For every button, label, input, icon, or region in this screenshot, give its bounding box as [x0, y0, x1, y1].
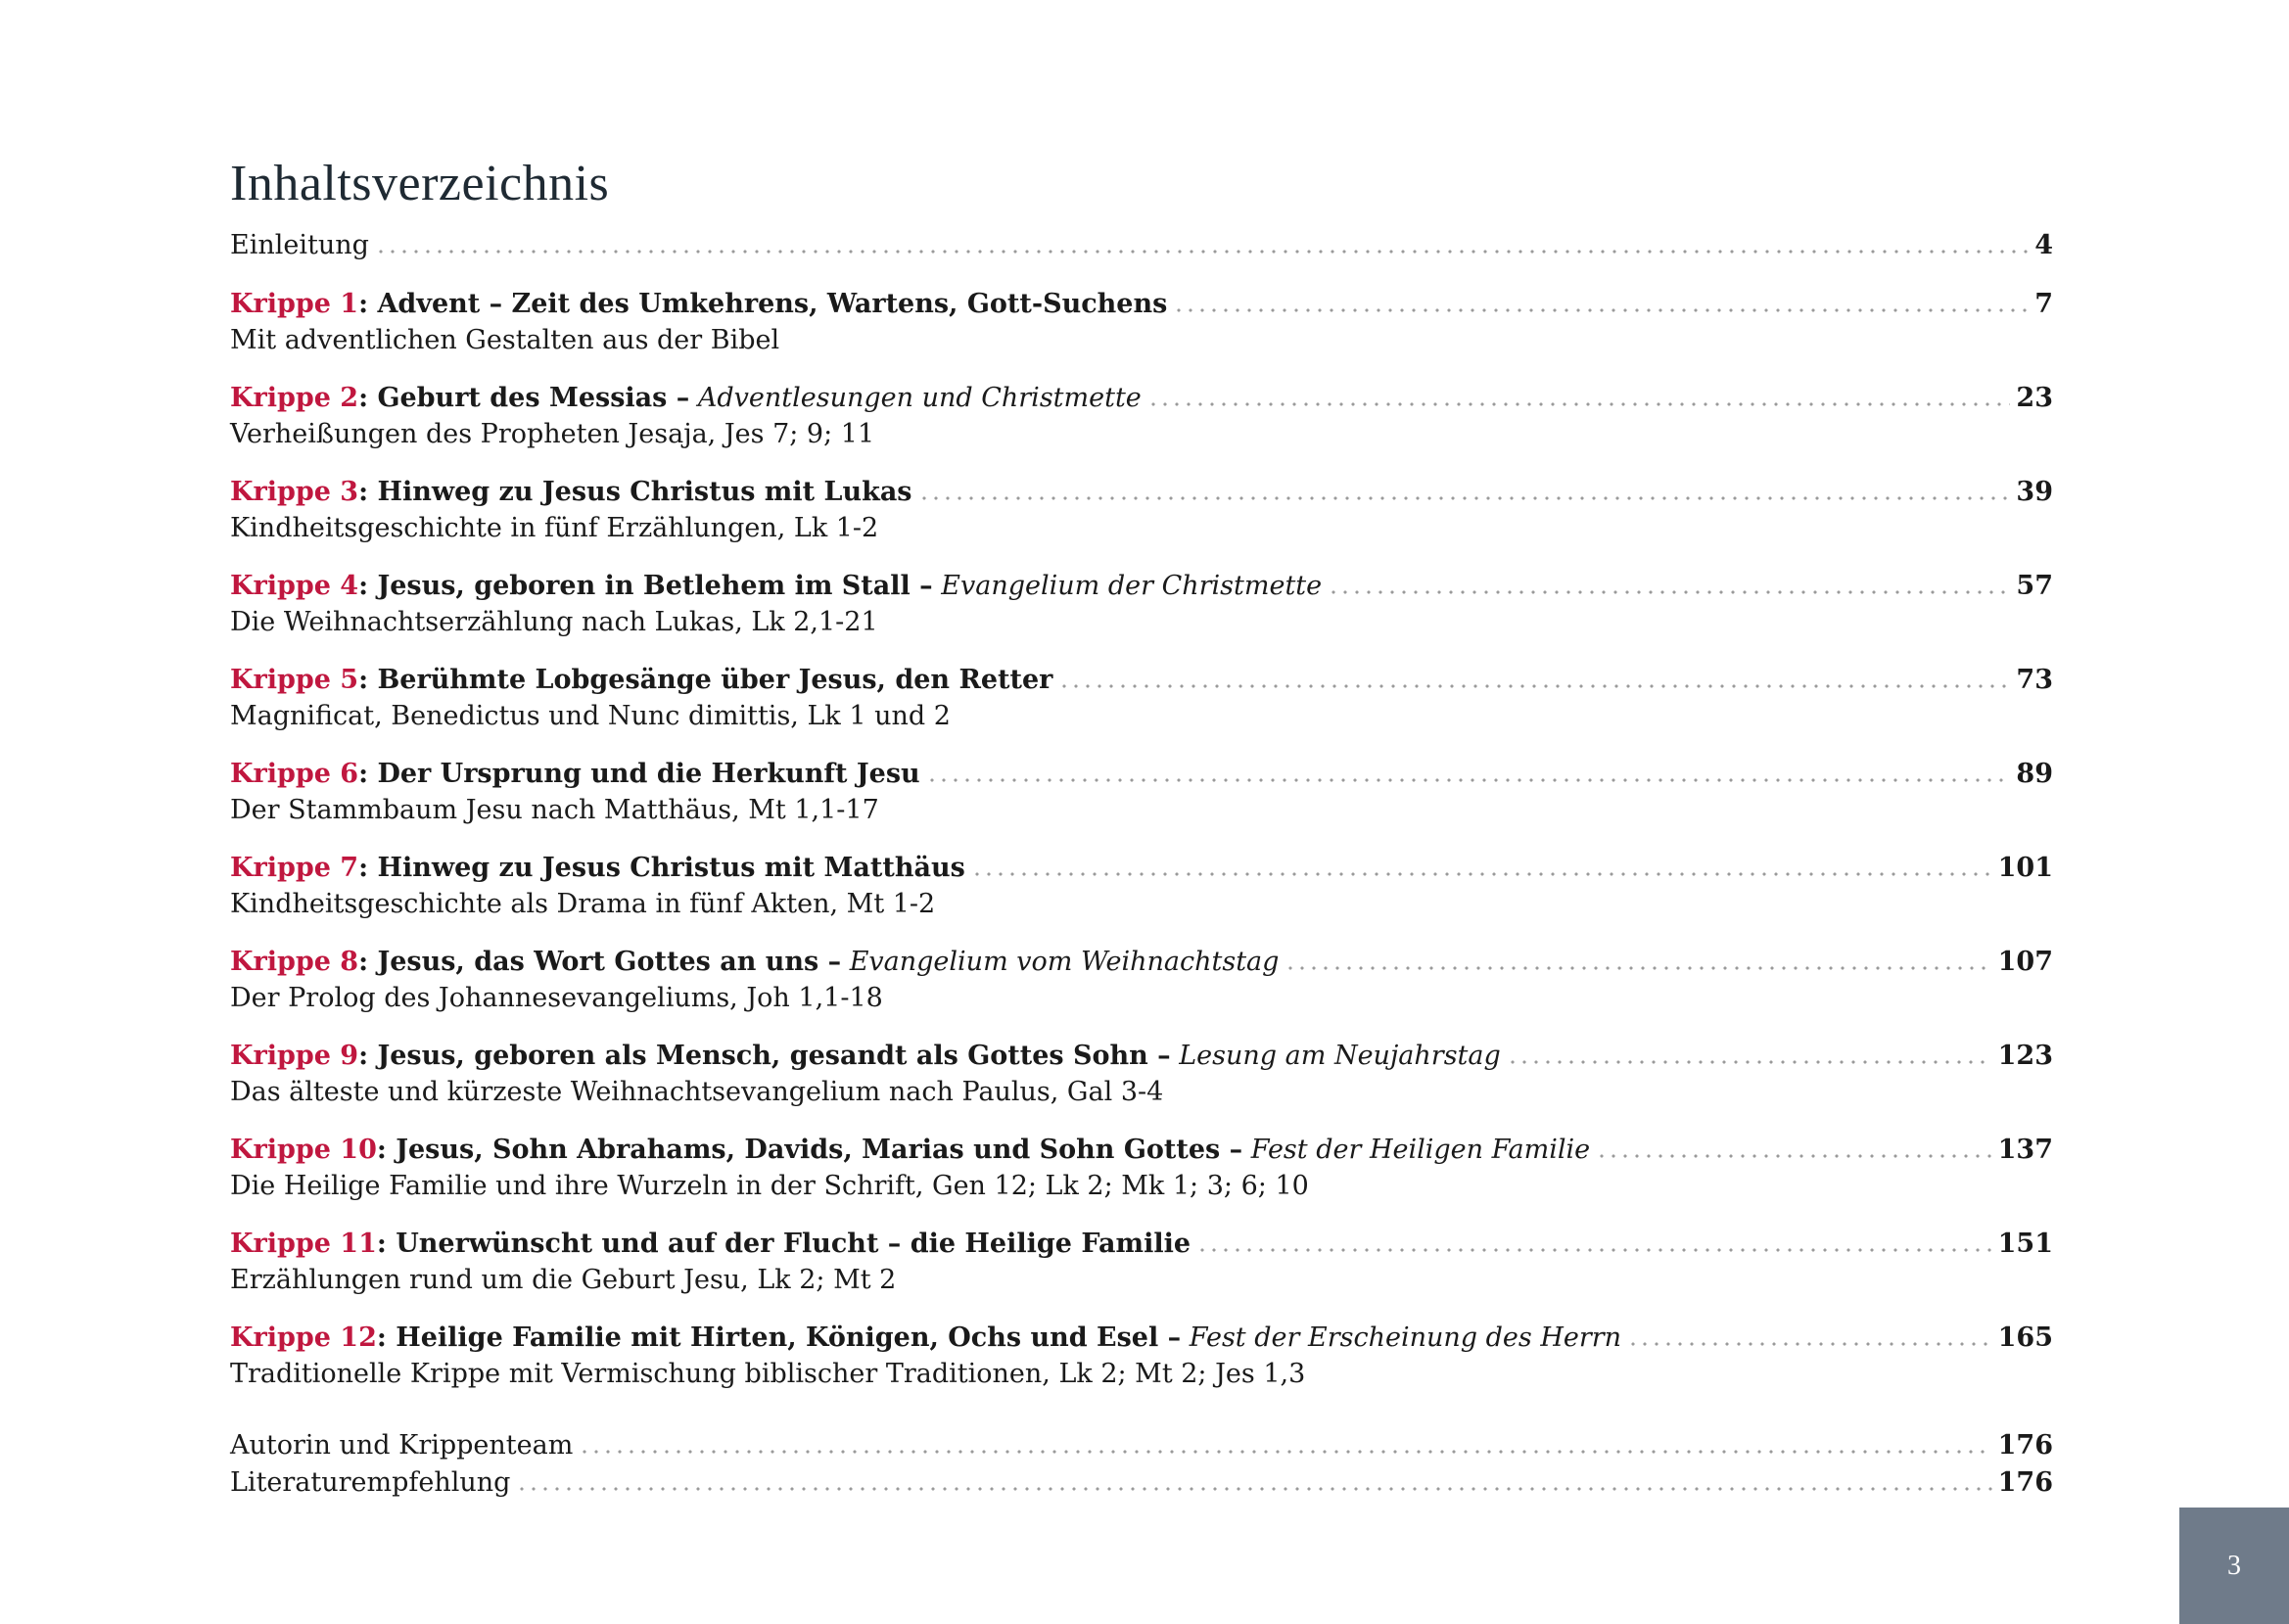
leader-dots [1058, 684, 2010, 688]
krippe-label: Krippe 8 [230, 947, 359, 977]
toc-entry-title [230, 286, 1167, 323]
leader-dots [926, 778, 2011, 782]
section-spacer [230, 1414, 2053, 1427]
entry-title-text: : Hinweg zu Jesus Christus mit Matthäus [358, 853, 965, 883]
toc-entry-title [230, 1320, 1621, 1357]
krippe-label: Krippe 12 [230, 1322, 377, 1353]
entry-title-text: : Advent – Zeit des Umkehrens, Wartens, Gott-Suchens [358, 289, 1168, 319]
toc-entry-krippe-3[interactable] [230, 474, 2053, 546]
krippe-label: Krippe 6 [230, 759, 359, 789]
entry-occasion: Lesung am Neujahrstag [1170, 1041, 1501, 1071]
toc-page-number: 23 [2016, 383, 2053, 413]
toc-entry-title [230, 380, 1142, 417]
toc-page-number: 137 [1997, 1135, 2053, 1165]
toc-page-number: 107 [1997, 947, 2053, 977]
toc-entry-krippe-10[interactable] [230, 1132, 2053, 1204]
page-title: Inhaltsverzeichnis [230, 156, 610, 211]
toc-entry-intro[interactable] [230, 227, 2053, 264]
leader-dots [918, 496, 2011, 500]
toc-page-number: 176 [1997, 1467, 2053, 1498]
entry-title-text: : Jesus, geboren als Mensch, gesandt als Gottes Sohn – [358, 1041, 1171, 1071]
leader-dots [516, 1487, 1991, 1491]
toc-entry-label: Autorin und Krippenteam [230, 1430, 574, 1461]
toc-entry-author[interactable] [230, 1427, 2053, 1464]
toc-entry-krippe-6[interactable] [230, 756, 2053, 828]
toc-entry-krippe-2[interactable] [230, 380, 2053, 452]
toc-entry-krippe-4[interactable] [230, 568, 2053, 640]
krippe-label: Krippe 2 [230, 383, 359, 413]
entry-subtitle: Kindheitsgeschichte in fünf Erzählungen, Lk 1-2 [230, 513, 879, 543]
entry-subtitle: Verheißungen des Propheten Jesaja, Jes 7; 9; 11 [230, 419, 875, 449]
entry-title-text: : Unerwünscht und auf der Flucht – die Heilige Familie [376, 1229, 1191, 1259]
toc-page-number: 57 [2016, 571, 2053, 601]
table-of-contents [230, 227, 2053, 1502]
toc-page-number: 4 [2034, 230, 2053, 260]
entry-occasion: Adventlesungen und Christmette [689, 383, 1142, 413]
toc-page-number: 151 [1997, 1229, 2053, 1259]
toc-entry-title [230, 1038, 1501, 1075]
entry-subtitle: Der Prolog des Johannesevangeliums, Joh 1,1-18 [230, 983, 883, 1013]
krippe-label: Krippe 10 [230, 1135, 377, 1165]
toc-entry-title [230, 850, 965, 887]
leader-dots [1627, 1342, 1992, 1346]
toc-page-number: 165 [1997, 1322, 2053, 1353]
toc-entry-title [230, 568, 1322, 605]
entry-occasion: Fest der Erscheinung des Herrn [1181, 1322, 1622, 1353]
leader-dots [971, 872, 1992, 876]
toc-entry-title [230, 756, 920, 793]
toc-entry-title [230, 662, 1052, 699]
leader-dots [1196, 1248, 1992, 1252]
entry-title-text: : Geburt des Messias – [358, 383, 690, 413]
krippe-label: Krippe 11 [230, 1229, 377, 1259]
entry-subtitle: Kindheitsgeschichte als Drama in fünf Akten, Mt 1-2 [230, 889, 936, 919]
krippe-label: Krippe 3 [230, 477, 359, 507]
leader-dots [579, 1450, 1991, 1454]
page-number-tab [2179, 1508, 2289, 1624]
leader-dots [1596, 1154, 1992, 1158]
toc-entry-krippe-7[interactable] [230, 850, 2053, 922]
toc-entry-label: Literaturempfehlung [230, 1467, 511, 1498]
toc-page-number: 123 [1997, 1041, 2053, 1071]
toc-page-number: 89 [2016, 759, 2053, 789]
entry-occasion: Evangelium der Christmette [932, 571, 1323, 601]
toc-entry-label: Einleitung [230, 230, 369, 260]
toc-entry-krippe-5[interactable] [230, 662, 2053, 734]
toc-page-number: 7 [2034, 289, 2053, 319]
toc-page-number: 73 [2016, 665, 2053, 695]
toc-entry-krippe-9[interactable] [230, 1038, 2053, 1110]
entry-title-text: : Jesus, Sohn Abrahams, Davids, Marias und Sohn Gottes – [376, 1135, 1243, 1165]
entry-title-text: : Berühmte Lobgesänge über Jesus, den Retter [358, 665, 1053, 695]
entry-subtitle: Traditionelle Krippe mit Vermischung biblischer Traditionen, Lk 2; Mt 2; Jes 1,3 [230, 1359, 1306, 1389]
krippe-label: Krippe 5 [230, 665, 359, 695]
entry-subtitle: Der Stammbaum Jesu nach Matthäus, Mt 1,1-17 [230, 795, 879, 825]
entry-subtitle: Die Weihnachtserzählung nach Lukas, Lk 2,1-21 [230, 607, 878, 637]
page-number: 3 [2227, 1550, 2241, 1581]
toc-entry-literature[interactable] [230, 1464, 2053, 1502]
entry-subtitle: Magnificat, Benedictus und Nunc dimittis, Lk 1 und 2 [230, 701, 951, 731]
leader-dots [1328, 590, 2010, 594]
toc-entry-title [230, 1132, 1590, 1169]
entry-subtitle: Das älteste und kürzeste Weihnachtsevangelium nach Paulus, Gal 3-4 [230, 1077, 1164, 1107]
leader-dots [1147, 402, 2011, 406]
entry-occasion: Evangelium vom Weihnachtstag [841, 947, 1280, 977]
entry-title-text: : Der Ursprung und die Herkunft Jesu [358, 759, 920, 789]
entry-title-text: : Hinweg zu Jesus Christus mit Lukas [358, 477, 912, 507]
toc-entry-krippe-1[interactable] [230, 286, 2053, 358]
krippe-label: Krippe 9 [230, 1041, 359, 1071]
leader-dots [1507, 1060, 1992, 1064]
entry-subtitle: Erzählungen rund um die Geburt Jesu, Lk 2; Mt 2 [230, 1265, 897, 1295]
toc-entry-title [230, 944, 1279, 981]
leader-dots [375, 250, 2029, 254]
leader-dots [1285, 966, 1991, 970]
toc-entry-title [230, 474, 912, 511]
toc-entry-krippe-12[interactable] [230, 1320, 2053, 1392]
toc-entry-title [230, 1226, 1191, 1263]
toc-page-number: 101 [1997, 853, 2053, 883]
toc-entry-krippe-8[interactable] [230, 944, 2053, 1016]
entry-subtitle: Mit adventlichen Gestalten aus der Bibel [230, 325, 780, 355]
entry-occasion: Fest der Heiligen Familie [1242, 1135, 1591, 1165]
krippe-label: Krippe 7 [230, 853, 359, 883]
toc-entry-krippe-11[interactable] [230, 1226, 2053, 1298]
entry-title-text: : Jesus, geboren in Betlehem im Stall – [358, 571, 933, 601]
krippe-label: Krippe 4 [230, 571, 359, 601]
leader-dots [1173, 308, 2029, 312]
entry-title-text: : Heilige Familie mit Hirten, Königen, Ochs und Esel – [376, 1322, 1182, 1353]
entry-title-text: : Jesus, das Wort Gottes an uns – [358, 947, 842, 977]
toc-page-number: 39 [2016, 477, 2053, 507]
toc-page-number: 176 [1997, 1430, 2053, 1461]
krippe-label: Krippe 1 [230, 289, 359, 319]
entry-subtitle: Die Heilige Familie und ihre Wurzeln in der Schrift, Gen 12; Lk 2; Mk 1; 3; 6; 10 [230, 1171, 1309, 1201]
